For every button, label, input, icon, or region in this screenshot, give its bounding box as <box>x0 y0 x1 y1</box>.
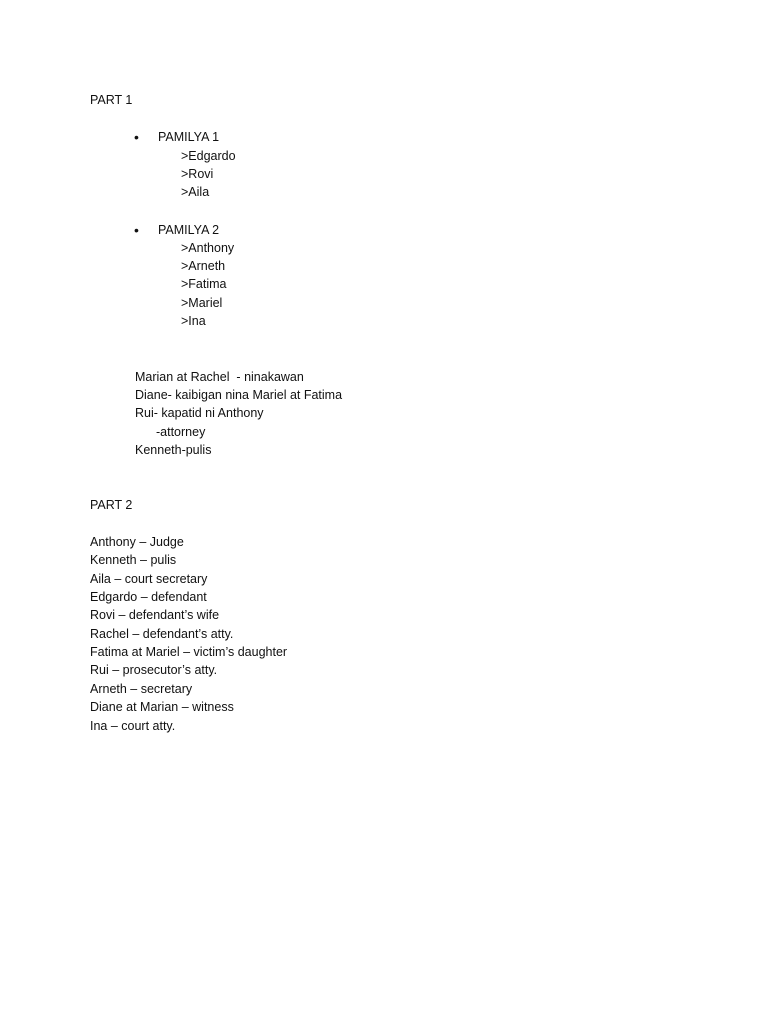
role-line: Fatima at Mariel – victim’s daughter <box>90 645 288 659</box>
role-line: Diane at Marian – witness <box>90 700 234 714</box>
role-line: Anthony – Judge <box>90 535 184 549</box>
family-2-member: >Fatima <box>181 277 227 291</box>
family-2-member: >Ina <box>181 314 206 328</box>
note-line: Rui- kapatid ni Anthony <box>135 406 264 420</box>
note-line: Diane- kaibigan nina Mariel at Fatima <box>135 388 343 402</box>
family-2-member: >Anthony <box>181 241 235 255</box>
family-1-member: >Aila <box>181 185 210 199</box>
family-2-member: >Arneth <box>181 259 226 273</box>
family-1-label: PAMILYA 1 <box>158 130 220 144</box>
family-1-member: >Edgardo <box>181 149 236 163</box>
note-line: Marian at Rachel - ninakawan <box>135 370 304 384</box>
role-line: Rovi – defendant’s wife <box>90 608 220 622</box>
role-line: Edgardo – defendant <box>90 590 207 604</box>
family-1-member: >Rovi <box>181 167 214 181</box>
role-line: Rachel – defendant’s atty. <box>90 627 234 641</box>
role-line: Kenneth – pulis <box>90 553 177 567</box>
note-line: Kenneth-pulis <box>135 443 212 457</box>
bullet-point: • <box>134 222 139 238</box>
family-2-label: PAMILYA 2 <box>158 223 220 237</box>
note-line: -attorney <box>156 425 206 439</box>
role-line: Ina – court atty. <box>90 719 176 733</box>
part1-heading: PART 1 <box>90 93 133 107</box>
part2-heading: PART 2 <box>90 498 133 512</box>
role-line: Aila – court secretary <box>90 572 208 586</box>
bullet-point: • <box>134 129 139 145</box>
role-line: Rui – prosecutor’s atty. <box>90 663 218 677</box>
role-line: Arneth – secretary <box>90 682 193 696</box>
family-2-member: >Mariel <box>181 296 223 310</box>
